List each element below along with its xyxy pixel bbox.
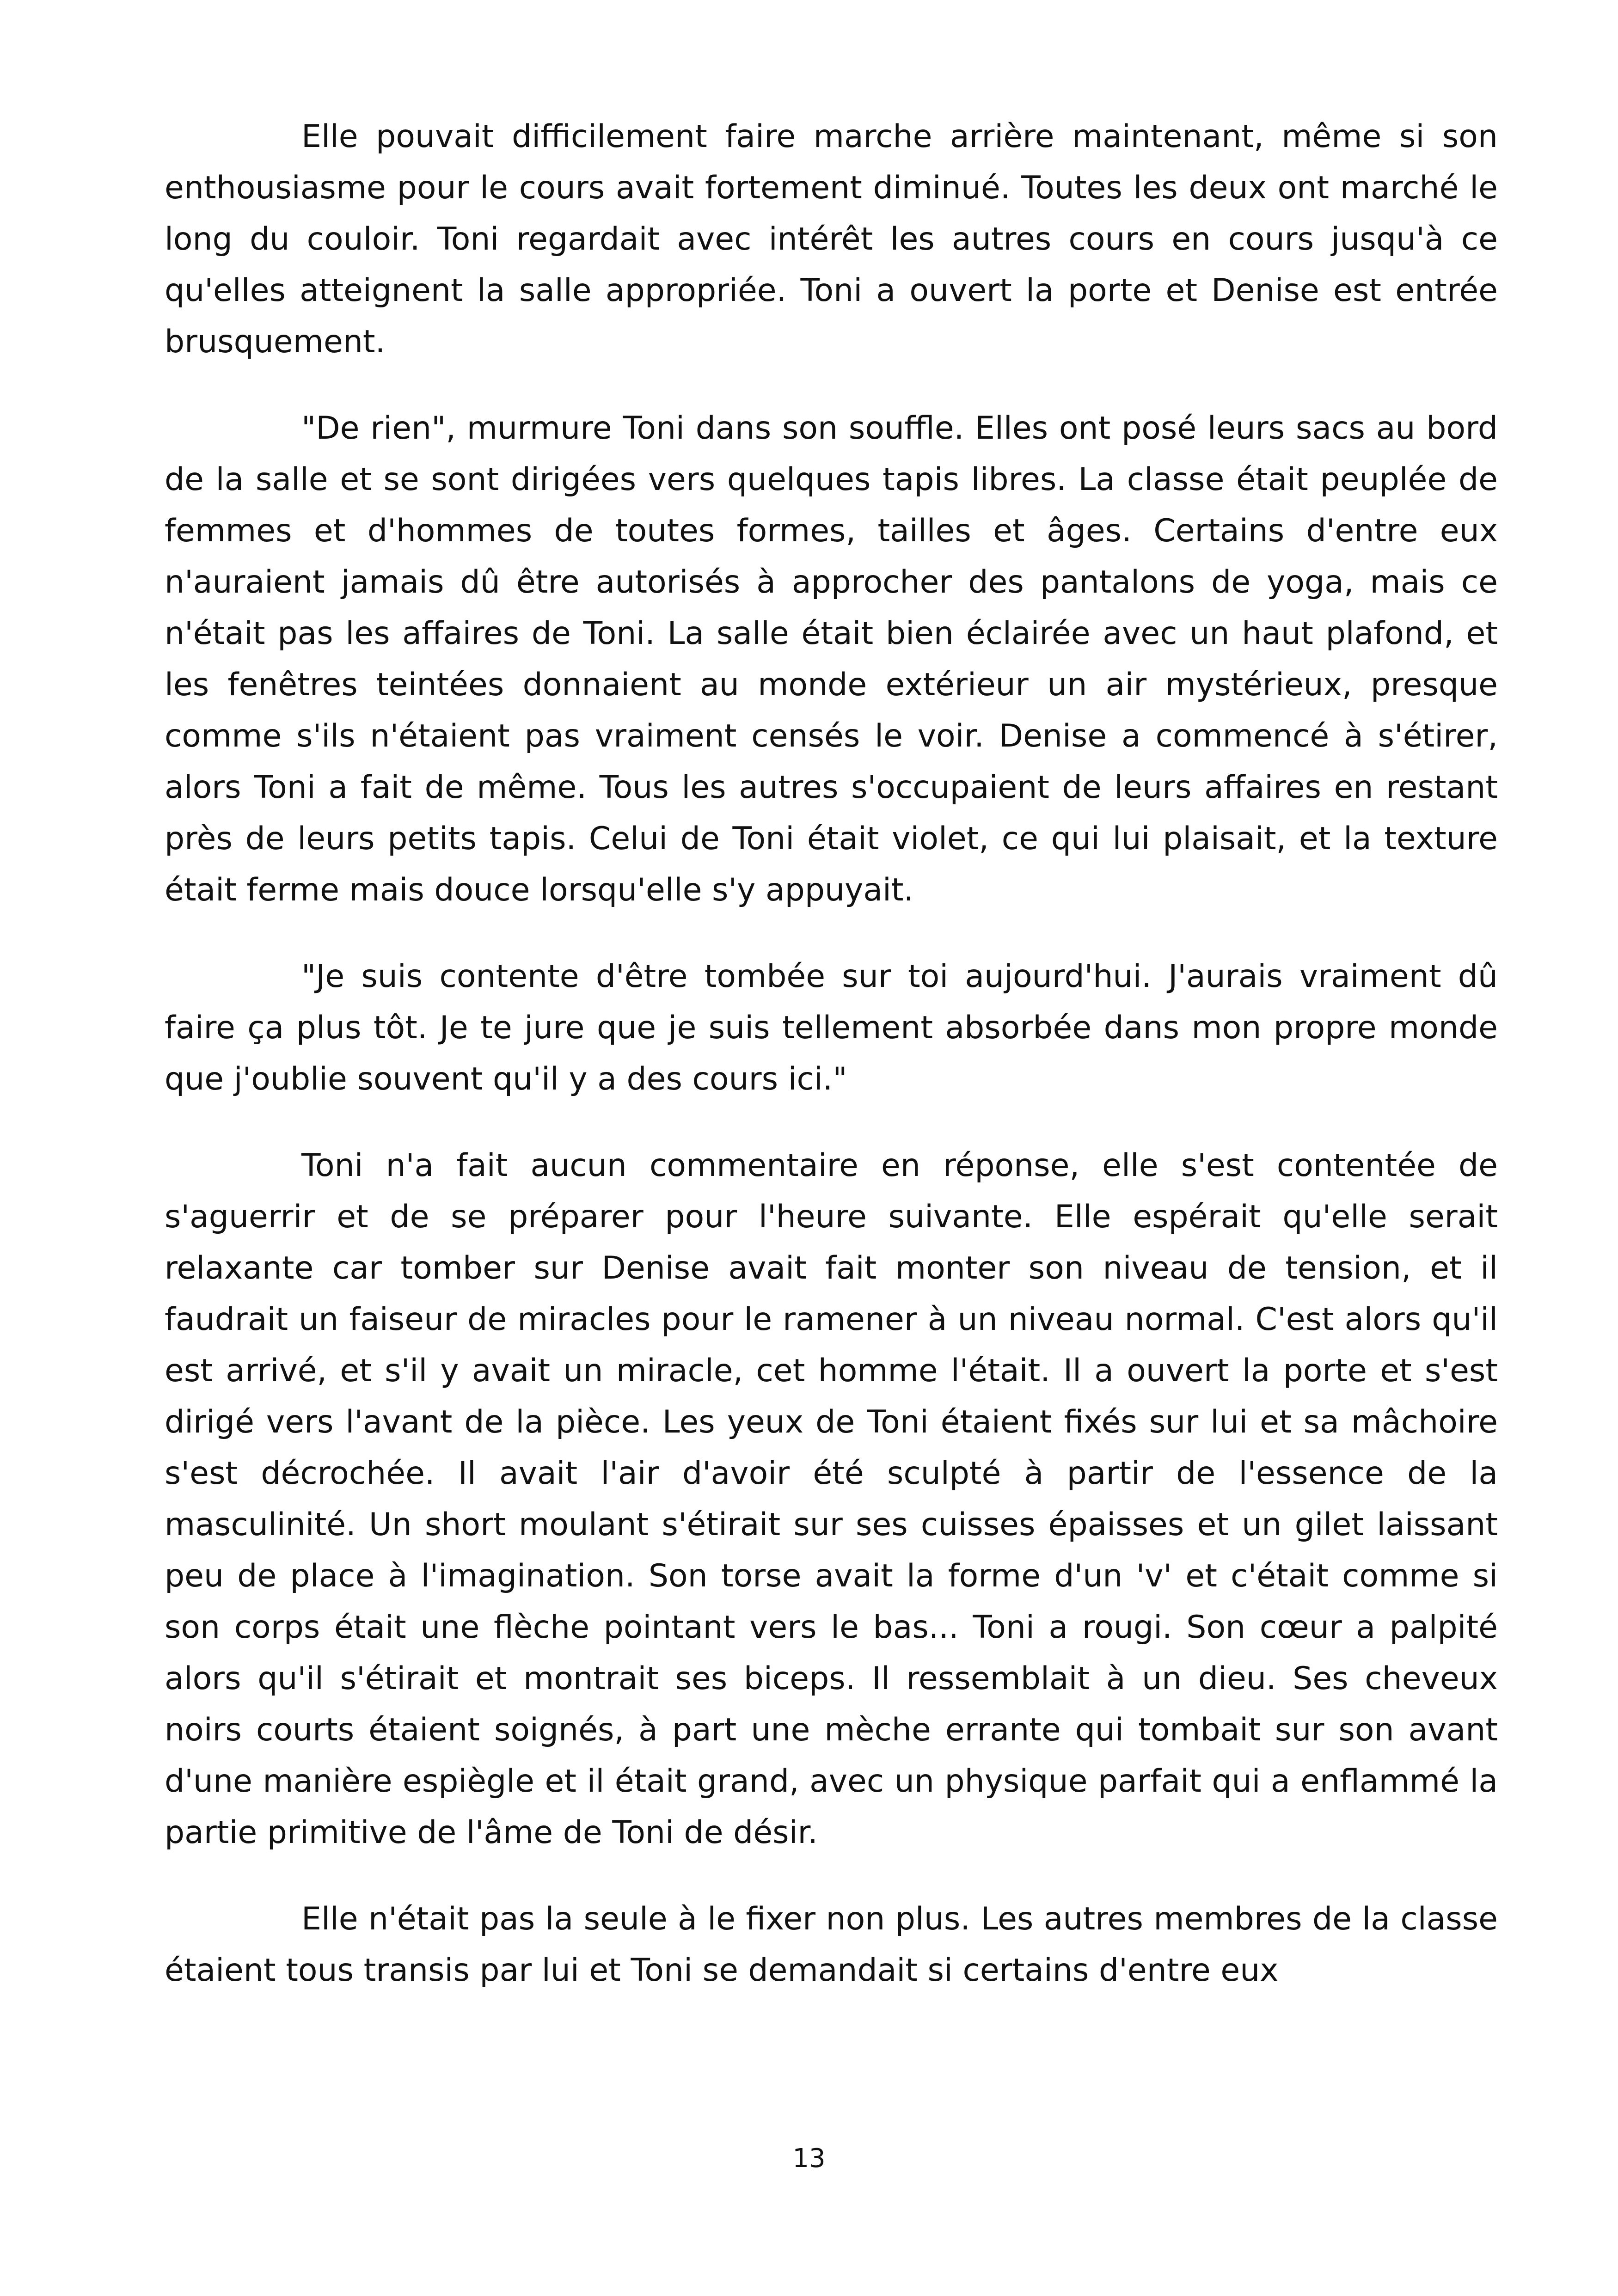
paragraph-2: "De rien", murmure Toni dans son souffle. Elles ont posé leurs sacs au bord de la salle et se sont dirigées vers quelques tapis libres. La classe était peuplée de femmes et d'hommes de toutes formes, tailles et âges. Certains d'entre eux n'auraient jamais dû être autorisés à approcher des pantalons de yoga, mais ce n'était pas les affaires de Toni. La salle était bien éclairée avec un haut plafond, et les fenêtres teintées donnaient au monde extérieur un air mystérieux, presque comme s'ils n'étaient pas vraiment censés le voir. Denise a commencé à s'étirer, alors Toni a fait de même. Tous les autres s'occupaient de leurs affaires en restant près de leurs petits tapis. Celui de Toni était violet, ce qui lui plaisait, et la texture était ferme mais douce lorsqu'elle s'y appuyait. bbox=[165, 410, 1498, 908]
paragraph-5: Elle n'était pas la seule à le fixer non plus. Les autres membres de la classe étaient tous transis par lui et Toni se demandait si certains d'entre eux bbox=[165, 1901, 1498, 1989]
paragraph-4: Toni n'a fait aucun commentaire en réponse, elle s'est contentée de s'aguerrir et de se préparer pour l'heure suivante. Elle espérait qu'elle serait relaxante car tomber sur Denise avait fait monter son niveau de tension, et il faudrait un faiseur de miracles pour le ramener à un niveau normal. C'est alors qu'il est arrivé, et s'il y avait un miracle, cet homme l'était. Il a ouvert la porte et s'est dirigé vers l'avant de la pièce. Les yeux de Toni étaient fixés sur lui et sa mâchoire s'est décrochée. Il avait l'air d'avoir été sculpté à partir de l'essence de la masculinité. Un short moulant s'étirait sur ses cuisses épaisses et un gilet laissant peu de place à l'imagination. Son torse avait la forme d'un 'v' et c'était comme si son corps était une flèche pointant vers le bas... Toni a rougi. Son cœur a palpité alors qu'il s'étirait et montrait ses biceps. Il ressemblait à un dieu. Ses cheveux noirs courts étaient soignés, à part une mèche errante qui tombait sur son avant d'une manière espiègle et il était grand, avec un physique parfait qui a enflammé la partie primitive de l'âme de Toni de désir. bbox=[165, 1147, 1498, 1851]
paragraph-3: "Je suis contente d'être tombée sur toi aujourd'hui. J'aurais vraiment dû faire ça plus tôt. Je te jure que je suis tellement absorbée dans mon propre monde que j'oublie souvent qu'il y a des cours ici." bbox=[165, 958, 1498, 1097]
page-number: 13 bbox=[792, 2143, 826, 2174]
body-text bbox=[165, 111, 1498, 1996]
paragraph-1: Elle pouvait difficilement faire marche arrière maintenant, même si son enthousiasme pour le cours avait fortement diminué. Toutes les deux ont marché le long du couloir. Toni regardait avec intérêt les autres cours en cours jusqu'à ce qu'elles atteignent la salle appropriée. Toni a ouvert la porte et Denise est entrée brusquement. bbox=[165, 118, 1498, 360]
